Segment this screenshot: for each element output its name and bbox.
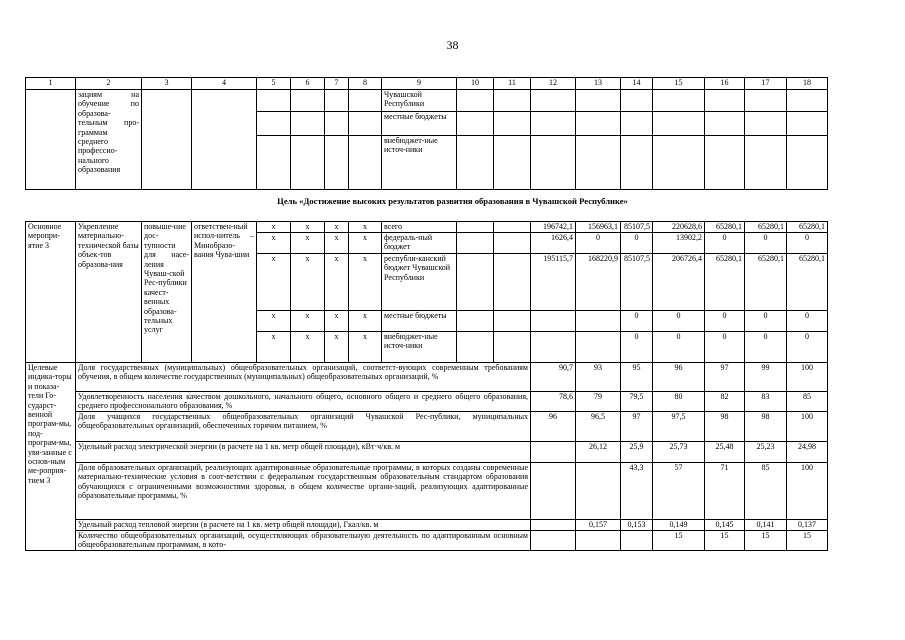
indicator-row xyxy=(26,531,828,551)
value-cell: 15 xyxy=(745,531,787,551)
funding-source: внебюджет-ные источ-ники xyxy=(382,136,457,190)
value-cell: 71 xyxy=(705,463,745,520)
value-cell: 97 xyxy=(705,363,745,392)
value-cell: 100 xyxy=(787,463,828,520)
value-cell: 0 xyxy=(705,311,745,332)
col-num: 5 xyxy=(257,78,291,90)
value-cell: 0,145 xyxy=(705,520,745,531)
col-num: 16 xyxy=(705,78,745,90)
funding-source: местные бюджеты xyxy=(382,112,457,136)
value-cell: 1626,4 xyxy=(531,233,576,254)
col-num: 11 xyxy=(494,78,531,90)
value-cell: 85107,5 xyxy=(621,222,653,233)
indicator-text: Доля учащихся государственных общеобразовательных организаций Чувашской Рес-публики, муниципальных общеобразовательных организаций, обеспеченных горячим питанием, % xyxy=(76,412,531,442)
col-num: 2 xyxy=(76,78,142,90)
indicator-row xyxy=(26,392,828,412)
value-cell: 0,149 xyxy=(653,520,705,531)
value-cell: 78,6 xyxy=(531,392,576,412)
col-num: 9 xyxy=(382,78,457,90)
value-cell: 79,5 xyxy=(621,392,653,412)
event-name: Основное меропри-ятие 3 xyxy=(26,222,76,363)
funding-source: всего xyxy=(382,222,457,233)
continuation-table xyxy=(25,77,828,190)
indicator-text: Доля образовательных организаций, реализующих адаптированные образовательные программы, в которых созданы современные материально-технические условия в соот-ветствии с федеральным государственным образовательным стандартом образования обучающихся с ограниченными возможностями здоровья, в общем количестве органи-заций, реализующих адаптированные образовательные программы, % xyxy=(76,463,531,520)
value-cell: 220628,6 xyxy=(653,222,705,233)
indicator-text: Доля государственных (муниципальных) общеобразовательных организаций, соответст-вующих современным требованиям обучения, в общем количестве государственных (муниципальных) общеобразовательных организаций, % xyxy=(76,363,531,392)
event-executor: ответствен-ный испол-нитель – Минобразо-вания Чува-шии xyxy=(192,222,257,363)
value-cell: 96 xyxy=(531,412,576,442)
value-cell: 85 xyxy=(787,392,828,412)
value-cell: 25,23 xyxy=(745,442,787,463)
value-cell: 98 xyxy=(705,412,745,442)
value-cell: 65280,1 xyxy=(787,254,828,311)
value-cell: 97,5 xyxy=(653,412,705,442)
indicator-text: Количество общеобразовательных организаций, осуществляющих образовательную деятельность по адаптированным основным общеобразовательным программам, в кото- xyxy=(76,531,531,551)
value-cell: 0 xyxy=(621,233,653,254)
value-cell: 79 xyxy=(576,392,621,412)
value-cell: 95 xyxy=(621,363,653,392)
value-cell: 0 xyxy=(621,332,653,363)
value-cell: 0 xyxy=(787,233,828,254)
value-cell: 100 xyxy=(787,363,828,392)
value-cell: 97 xyxy=(621,412,653,442)
event-goal: повыше-ние дос-тупности для насе-ления Чуваш-ской Рес-публики качест-венных образова-тельных услуг xyxy=(142,222,192,363)
table-row: x x x x внебюджет-ные источ-ники 0 0 0 0 0 xyxy=(26,332,828,363)
table-row: Основное меропри-ятие 3 Укрепление материально-технической базы объек-тов образова-ния повыше-ние дос-тупности для насе-ления Чуваш-ской Рес-публики качест-венных образова-тельных услуг ответствен-ный испол-нитель – Минобразо-вания Чува-шии x x x x всего 196742,1 156963,1 85107,5 220628,6 65280,1 65280,1 65280,1 xyxy=(26,222,828,233)
value-cell: 0,153 xyxy=(621,520,653,531)
value-cell: 43,3 xyxy=(621,463,653,520)
col-num: 10 xyxy=(457,78,494,90)
value-cell: 85107,5 xyxy=(621,254,653,311)
value-cell: 0,157 xyxy=(576,520,621,531)
value-cell: 15 xyxy=(787,531,828,551)
table-row: x x x x республи-канский бюджет Чувашской Республики 195115,7 168220,9 85107,5 206726,4 65280,1 65280,1 65280,1 xyxy=(26,254,828,311)
value-cell: 90,7 xyxy=(531,363,576,392)
value-cell: 85 xyxy=(745,463,787,520)
col-num: 7 xyxy=(325,78,349,90)
funding-source: местные бюджеты xyxy=(382,311,457,332)
value-cell: 0 xyxy=(653,332,705,363)
value-cell: 65280,1 xyxy=(787,222,828,233)
value-cell: 99 xyxy=(745,363,787,392)
value-cell: 0 xyxy=(705,332,745,363)
value-cell: 15 xyxy=(653,531,705,551)
table-row xyxy=(26,90,828,112)
table-row: x x x x федераль-ный бюджет 1626,4 0 0 13902,2 0 0 0 xyxy=(26,233,828,254)
indicator-row xyxy=(26,442,828,463)
funding-source: федераль-ный бюджет xyxy=(382,233,457,254)
col-num: 17 xyxy=(745,78,787,90)
col-num: 6 xyxy=(291,78,325,90)
value-cell: 25,9 xyxy=(621,442,653,463)
value-cell: 80 xyxy=(653,392,705,412)
value-cell: 206726,4 xyxy=(653,254,705,311)
event-description: Укрепление материально-технической базы объек-тов образова-ния xyxy=(76,222,142,363)
value-cell: 0 xyxy=(705,233,745,254)
indicators-label: Целевые индика-торы и показа-тели Го-сударст-венной програм-мы, под-програм-мы, увя-занные с основ-ным ме-роприя-тием 3 xyxy=(26,363,76,551)
value-cell: 0 xyxy=(745,233,787,254)
value-cell: 65280,1 xyxy=(705,222,745,233)
value-cell: 100 xyxy=(787,412,828,442)
value-cell: 98 xyxy=(745,412,787,442)
indicator-row xyxy=(26,520,828,531)
page-number: 38 xyxy=(446,38,459,52)
indicator-row xyxy=(26,463,828,520)
funding-source: республи-канский бюджет Чувашской Республики xyxy=(382,254,457,311)
indicator-text: Удельный расход электрической энергии (в расчете на 1 кв. метр общей площади), кВт·ч/кв. м xyxy=(76,442,531,463)
value-cell: 82 xyxy=(705,392,745,412)
column-number-row xyxy=(26,78,828,90)
col-num: 13 xyxy=(576,78,621,90)
value-cell: 0 xyxy=(745,311,787,332)
value-cell: 65280,1 xyxy=(745,222,787,233)
value-cell: 0 xyxy=(621,311,653,332)
col-num: 12 xyxy=(531,78,576,90)
value-cell: 195115,7 xyxy=(531,254,576,311)
indicator-text: Удовлетворенность населения качеством дошкольного, начального общего, основного общего и среднего общего образования, среднего профессионального образования, % xyxy=(76,392,531,412)
value-cell: 0 xyxy=(787,311,828,332)
value-cell: 25,48 xyxy=(705,442,745,463)
value-cell: 0 xyxy=(787,332,828,363)
col-num: 4 xyxy=(192,78,257,90)
indicator-row xyxy=(26,363,828,392)
col-num: 14 xyxy=(621,78,653,90)
col-num: 1 xyxy=(26,78,76,90)
value-cell: 96 xyxy=(653,363,705,392)
goal-title: Цель «Достижение высоких результатов развития образования в Чувашской Республике» xyxy=(277,196,628,206)
event-table xyxy=(25,221,828,551)
col-num: 15 xyxy=(653,78,705,90)
value-cell: 156963,1 xyxy=(576,222,621,233)
value-cell: 0 xyxy=(576,233,621,254)
value-cell: 26,12 xyxy=(576,442,621,463)
col-num: 8 xyxy=(349,78,382,90)
continuation-text: зациям на обучение по образова-тельным про-граммам среднего профессио-нального образования xyxy=(76,90,142,190)
value-cell: 65280,1 xyxy=(745,254,787,311)
value-cell: 15 xyxy=(705,531,745,551)
table-row: x x x x местные бюджеты 0 0 0 0 0 xyxy=(26,311,828,332)
value-cell: 24,98 xyxy=(787,442,828,463)
indicator-text: Удельный расход тепловой энергии (в расчете на 1 кв. метр общей площади), Гкал/кв. м xyxy=(76,520,531,531)
value-cell: 83 xyxy=(745,392,787,412)
value-cell: 65280,1 xyxy=(705,254,745,311)
value-cell: 168220,9 xyxy=(576,254,621,311)
value-cell: 13902,2 xyxy=(653,233,705,254)
value-cell: 93 xyxy=(576,363,621,392)
value-cell: 0 xyxy=(653,311,705,332)
value-cell: 25,73 xyxy=(653,442,705,463)
value-cell: 57 xyxy=(653,463,705,520)
funding-source: внебюджет-ные источ-ники xyxy=(382,332,457,363)
value-cell: 0 xyxy=(745,332,787,363)
value-cell: 196742,1 xyxy=(531,222,576,233)
col-num: 3 xyxy=(142,78,192,90)
indicator-row xyxy=(26,412,828,442)
col-num: 18 xyxy=(787,78,828,90)
value-cell: 0,141 xyxy=(745,520,787,531)
funding-source: Чувашской Республики xyxy=(382,90,457,112)
value-cell: 96,5 xyxy=(576,412,621,442)
value-cell: 0,137 xyxy=(787,520,828,531)
